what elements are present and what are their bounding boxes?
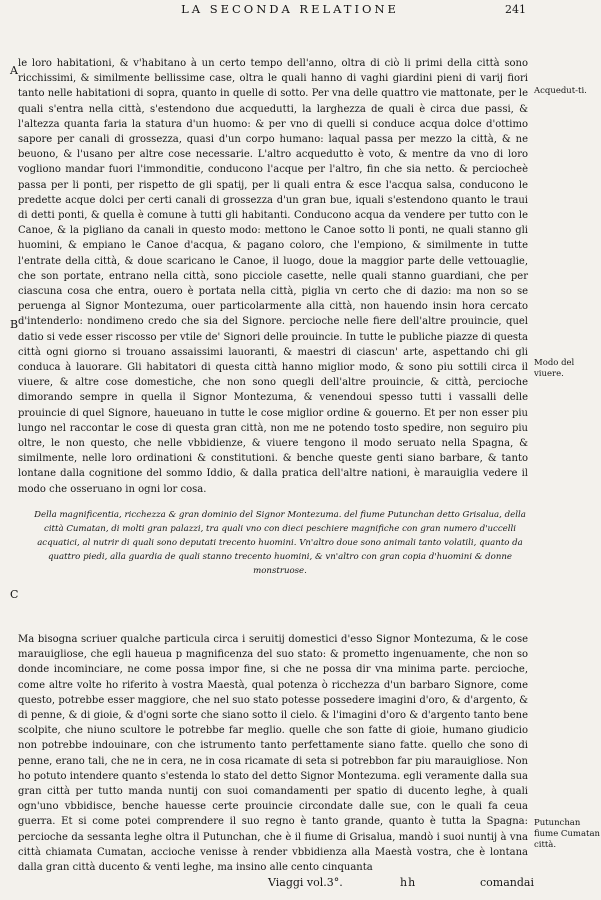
margin-note-acquedutti: Acquedut-ti. [534,86,587,96]
section-letter-b: B [10,318,19,331]
catchword: comandai [480,876,534,889]
signature-line: Viaggi vol.3°. [268,876,343,889]
chapter-summary: Della magnificentia, ricchezza & gran dominio del Signor Montezuma. del fiume Putunchan detto Grisalua, della città Cumatan, di molti gran palazzi, tra quali vno con dieci peschiere magnifiche con gran numero d'uccelli acquatici, al nutrir di quali sono deputati trecento huomini. Vn'altro doue sono animali tanto volatili, quanto da quattro piedi, alla guardia de quali stanno trecento huomini, & vn'altro con gran copia d'huomini & donne monstruose. [34,510,526,576]
signature-mark: hh [400,876,417,889]
body-paragraph-1: le loro habitationi, & v'habitano à un certo tempo dell'anno, oltra di ciò li primi della città sono ricchissimi, & similmente bellissime case, oltra le quali hanno di vaghi giardini pieni di varij fiori tanto nelle habitationi di sopra, quanto in quelle di sotto. Per vna delle quattro vie mattonate, per le quali s'entra nella città, s'estendono due acquedutti, la larghezza de quali è circa due passi, & l'altezza quanta faria la statura d'un huomo: & per vno di quelli si conduce acqua dolce d'ottimo sapore per canali di grossezza, quasi d'un corpo humano: laqual passa per mezzo la città, & ne beuono, & l'usano per altre cose necessarie. L'altro acquedutto è voto, & mentre da vno di loro vogliono mandar fuori l'immonditie, conducono l'acque per l'altro, fin che sia netto. & perciocheè passa per li ponti, per rispetto de gli spatij, per li quali entra & esce l'acqua salsa, conducono le predette acque dolci per certi canali di grossezza d'un gran bue, iquali s'estendono quanto le traui di detti ponti, & quella è comune à tutti gli habitanti. Conducono acqua da vendere per tutto con le Canoe, & la pigliano da canali in questo modo: mettono le Canoe sotto li ponti, ne quali stanno gli huomini, & empiano le Canoe d'acqua, & pagano coloro, che l'empiono, & similmente in tutte l'entrate della città, & doue scaricano le Canoe, il luogo, doue la maggior parte delle vettouaglie, che son portate, entrano nella città, sono picciole casette, nelle quali stanno guardiani, che per ciascuna cosa che entra, ouero è portata nella città, piglia vn certo che di dazio: ma non so se peruenga al Signor Montezuma, ouer particolarmente alla città, non hauendo insin hora cercato d'intenderlo: nondimeno credo che sia del Signore. percioche nelle fiere dell'altre prouincie, quel datio si vede esser riscosso per vtile de' Signori delle prouincie. In tutte le publiche piazze di questa città ogni giorno si trouano assaissimi lauoranti, & maestri di ciascun' arte, aspettando chi gli conduca à lauorare. Gli habitatori di questa città hanno miglior modo, & sono piu sottili circa il viuere, & altre cose domestiche, che non sono quegli dell'altre prouincie, & città, percioche dimorando sempre in quella il Signor Montezuma, & venendoui spesso tutti i vassalli delle prouincie di quel Signore, haueuano in tutte le cose miglior ordine & gouerno. Et per non esser piu lungo nel raccontar le cose di questa gran città, non me ne potendo tosto spedire, non seguiro piu oltre, le non questo, che nelle vbbidienze, & viuere tengono il modo seruato nella Spagna, & similmente, nelle loro ordinationi & constitutioni. & benche queste genti siano barbare, & tanto lontane dalla cognitione del sommo Iddio, & dalla pratica dell'altre nationi, è marauiglia vedere il modo che osseruano in ogni lor cosa. [18,58,528,495]
page-number: 241 [505,3,526,16]
section-letter-c: C [10,588,19,601]
section-letter-a: A [10,64,18,77]
margin-note-putunchan: Putunchan fiume Cumatan città. [534,818,600,850]
margin-note-modo-del-viuere: Modo del viuere. [534,358,575,379]
running-title: LA SECONDA RELATIONE [181,2,399,16]
body-paragraph-2: Ma bisogna scriuer qualche particula circa i seruitij domestici d'esso Signor Montezuma, & le cose marauigliose, che egli haueua p magnificenza del suo stato: & prometto ingenuamente, che non so donde incominciare, ne come possa impor fine, si che ne possa dir vna minima parte. percioche, come altre volte ho riferito à vostra Maestà, qual potenza ò ricchezza d'un barbaro Signore, come questo, potrebbe esser maggiore, che nel suo stato potesse possedere imagini d'oro, & d'argento, & di penne, & di gioie, & d'ogni sorte che siano sotto il cielo. & l'imagini d'oro & d'argento tanto bene scolpite, che niuno scultore le potrebbe far meglio. quelle che son fatte di gioie, humano giudicio non potrebbe indouinare, con che istrumento tanto perfettamente siano fatte. quello che sono di penne, erano tali, che ne in cera, ne in cosa ricamate di seta si potrebbon far piu marauigliose. Non ho potuto intendere quanto s'estenda lo stato del detto Signor Montezuma. egli veramente dalla sua gran città per tutto manda nuntij con suoi comandamenti per spatio di ducento leghe, à quali ogn'uno vbbidisce, benche hauesse certe prouincie circondate dalle sue, con le quali fa ceua guerra. Et si come potei comprendere il suo regno è tanto grande, quanto è tutta la Spagna: percioche da sessanta leghe oltra il Putunchan, che è il fiume di Grisalua, mandò i suoi nuntij à vna città chiamata Cumatan, accioche venisse à render vbbidienza alla Maestà vostra, che è lontana dalla gran città ducento & venti leghe, ma insino alle cento cinquanta [18,634,528,874]
